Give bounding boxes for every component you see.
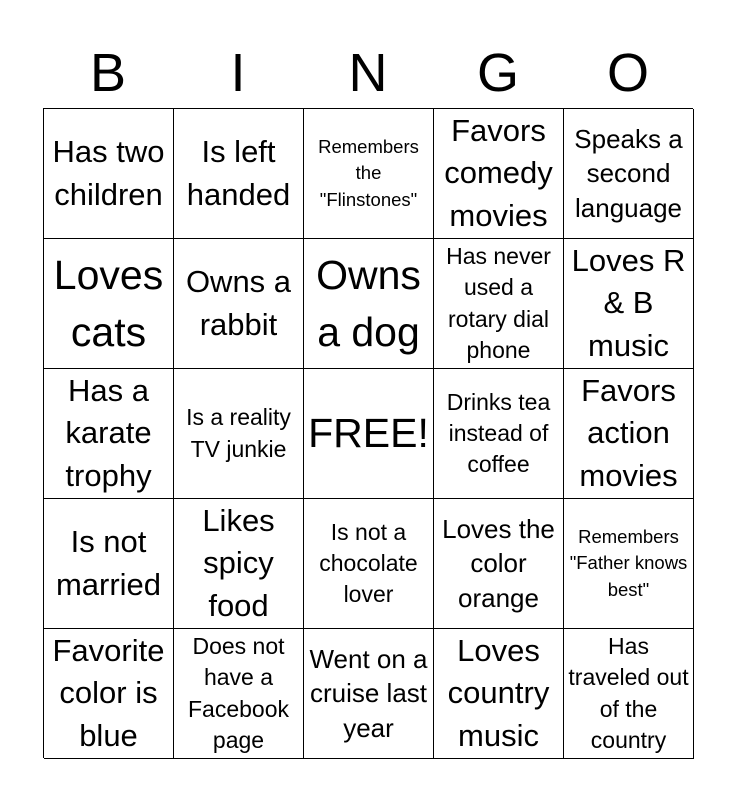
cell-text: Favorite color is blue (52, 633, 165, 753)
cell-text: Is a reality TV junkie (186, 404, 291, 462)
bingo-cell-r4-c2[interactable] (174, 499, 304, 629)
bingo-cell-r2-c2[interactable] (174, 239, 304, 369)
cell-text: Owns a rabbit (185, 264, 292, 342)
header-letter-b: B (89, 43, 127, 103)
header-letter-n: N (348, 43, 388, 103)
cell-text: Owns a dog (316, 251, 421, 355)
bingo-cell-r2-c3[interactable] (304, 239, 434, 369)
header-letter-o: O (606, 43, 649, 103)
bingo-cell-r3-c4[interactable] (434, 369, 564, 499)
bingo-cell-r1-c2[interactable] (174, 109, 304, 239)
bingo-cell-r5-c1[interactable] (44, 629, 174, 759)
bingo-cell-r2-c5[interactable] (564, 239, 694, 369)
bingo-board (43, 108, 693, 758)
bingo-cell-r4-c5[interactable] (564, 499, 694, 629)
cell-text: Loves the color orange (442, 513, 555, 613)
bingo-cell-r2-c4[interactable] (434, 239, 564, 369)
bingo-cell-r3-c1[interactable] (44, 369, 174, 499)
bingo-cell-r4-c3[interactable] (304, 499, 434, 629)
cell-text: Has two children (52, 134, 165, 212)
cell-text: FREE! (308, 410, 429, 457)
bingo-cell-r1-c4[interactable] (434, 109, 564, 239)
bingo-cell-r5-c4[interactable] (434, 629, 564, 759)
cell-text: Favors action movies (579, 373, 678, 493)
bingo-header (43, 38, 693, 108)
cell-text: Remembers the "Flinstones" (318, 136, 419, 210)
bingo-cell-r3-c5[interactable] (564, 369, 694, 499)
bingo-cell-r4-c4[interactable] (434, 499, 564, 629)
cell-text: Likes spicy food (202, 503, 275, 623)
cell-text: Went on a cruise last year (309, 643, 428, 743)
header-letter-g: G (476, 43, 519, 103)
cell-text: Remembers "Father knows best" (569, 526, 688, 600)
header-letter-i: I (230, 43, 246, 103)
cell-text: Has never used a rotary dial phone (446, 242, 551, 363)
bingo-cell-r1-c1[interactable] (44, 109, 174, 239)
cell-text: Speaks a second language (574, 123, 683, 223)
bingo-cell-r1-c5[interactable] (564, 109, 694, 239)
bingo-cell-r1-c3[interactable] (304, 109, 434, 239)
cell-text: Favors comedy movies (444, 113, 553, 233)
cell-text: Is left handed (186, 134, 291, 212)
bingo-cell-r5-c5[interactable] (564, 629, 694, 759)
bingo-cell-r4-c1[interactable] (44, 499, 174, 629)
cell-text: Drinks tea instead of coffee (446, 388, 551, 478)
cell-text: Has a karate trophy (65, 373, 152, 493)
bingo-cell-r5-c3[interactable] (304, 629, 434, 759)
cell-text: Is not a chocolate lover (319, 518, 418, 608)
bingo-cell-r2-c1[interactable] (44, 239, 174, 369)
cell-text: Loves R & B music (571, 243, 686, 363)
bingo-cell-r5-c2[interactable] (174, 629, 304, 759)
cell-text: Does not have a Facebook page (187, 632, 289, 753)
cell-text: Has traveled out of the country (568, 632, 689, 753)
bingo-cell-r3-c2[interactable] (174, 369, 304, 499)
cell-text: Is not married (55, 524, 162, 602)
cell-text: Loves country music (447, 633, 550, 753)
bingo-cell-free[interactable] (304, 369, 434, 499)
cell-text: Loves cats (53, 251, 164, 355)
